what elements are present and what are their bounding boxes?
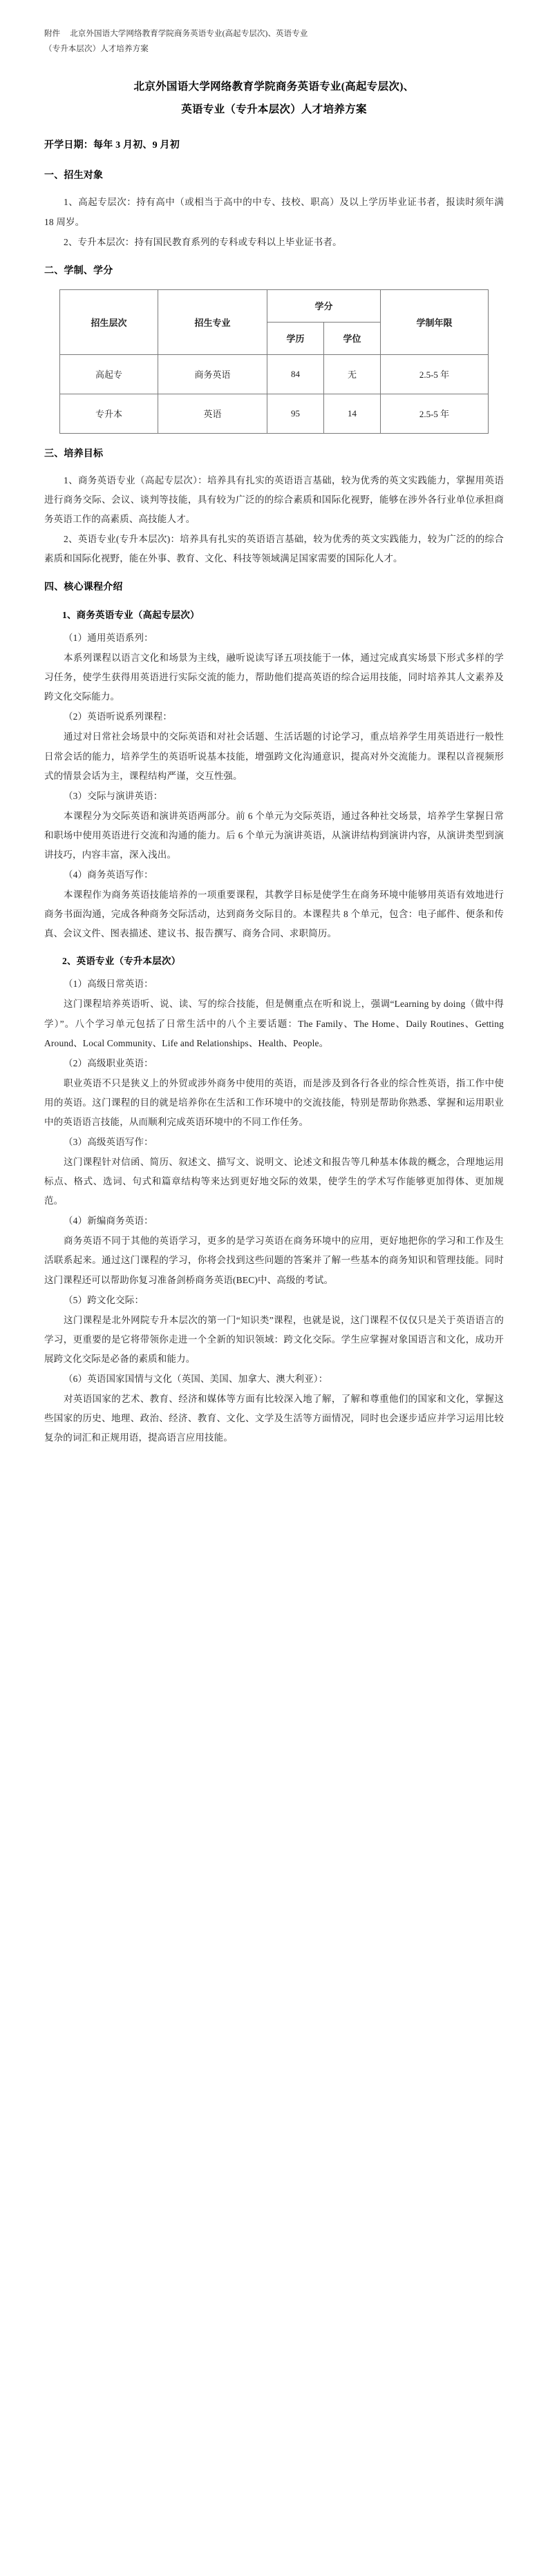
course-item-head: （5）跨文化交际： [64,1294,144,1305]
cell-level: 专升本 [59,394,158,433]
course-item-body: 对英语国家的艺术、教育、经济和媒体等方面有比较深入地了解，了解和尊重他们的国家和文化，掌握这些国家的历史、地理、政治、经济、教育、文化、文学及生活等方面情况，同时也会逐步适应并学习运用比较复杂的词汇和正规用语，提高语言应用技能。 [44,1393,504,1443]
course-item-head: （6）英语国家国情与文化（英国、美国、加拿大、澳大利亚）： [64,1373,328,1384]
attachment-title-line2: （专升本层次）人才培养方案 [44,45,149,54]
course-item-body: 通过对日常社会场景中的交际英语和对社会话题、生活话题的讨论学习，重点培养学生用英语进行一般性日常会话的能力，培养学生的英语听说基本技能，增强跨文化沟通意识，提高对外交流能力。课程以音视频形式的情景会话为主，课程结构严谨，交互性强。 [44,731,504,781]
start-date-line: 开学日期：每年 3 月初、9 月初 [44,140,180,151]
subsection-heading-business-english: 1、商务英语专业（高起专层次） [62,610,200,621]
page-title-line1: 北京外国语大学网络教育学院商务英语专业(高起专层次)、 [133,80,415,93]
course-item-head: （2）高级职业英语： [64,1057,153,1068]
course-item-head: （1）高级日常英语： [64,979,153,990]
table-row [59,354,488,394]
table-header-credits-education: 学历 [267,322,323,354]
credits-table [59,289,489,434]
section-heading-admission-targets: 一、招生对象 [44,171,104,182]
course-item-body: 职业英语不只是狭义上的外贸或涉外商务中使用的英语，而是涉及到各行各业的综合性英语，指工作中使用的英语。这门课程的目的就是培养你在生活和工作环境中的交流技能，特别是帮助你熟悉、掌握和运用职业中的英语语言技能，从而顺利完成英语环境中的不同工作任务。 [44,1077,504,1127]
subsection-heading-english-major: 2、英语专业（专升本层次） [62,956,181,967]
section-heading-system-credits: 二、学制、学分 [44,265,113,276]
cell-duration: 2.5-5 年 [381,394,489,433]
credits-table-wrapper [44,289,504,434]
table-header-credits-degree: 学位 [323,322,380,354]
course-item-head: （4）新编商务英语： [64,1215,153,1227]
course-item-body: 这门课程是北外网院专升本层次的第一门“知识类”课程，也就是说，这门课程不仅仅只是关于英语语言的学习，更重要的是它将带领你走进一个全新的知识领域：跨文化交际。学生应掌握对象国语言和文化，成功开展跨文化交际是必备的素质和能力。 [44,1314,504,1364]
admission-target-item-1: 1、高起专层次：持有高中（或相当于高中的中专、技校、职高）及以上学历毕业证书者，报读时须年满 18 周岁。 [44,197,504,227]
attachment-title-line1: 北京外国语大学网络教育学院商务英语专业(高起专层次)、英语专业 [70,30,308,38]
course-item-body: 这门课程培养英语听、说、读、写的综合技能，但是侧重点在听和说上，强调“Learning by doing（做中得学）”。八个学习单元包括了日常生活中的八个主要话题：The Family、The Home、Daily Routines、Getting Around、Local Community、Life and Relationships、Health、People。 [44,999,504,1048]
course-item-head: （1）通用英语系列： [64,633,153,644]
attachment-label: 附件 [44,30,61,38]
page-title [44,75,504,122]
cell-credits-degree: 无 [323,354,380,394]
table-header-level: 招生层次 [59,289,158,354]
page-title-line2: 英语专业（专升本层次）人才培养方案 [181,104,367,116]
course-item-head: （4）商务英语写作： [64,869,153,881]
section-heading-core-courses: 四、核心课程介绍 [44,582,123,593]
course-item-head: （3）高级英语写作： [64,1136,153,1147]
cell-credits-education: 84 [267,354,323,394]
training-objective-item-1: 1、商务英语专业（高起专层次）：培养具有扎实的英语语言基础，较为优秀的英文实践能力，掌握用英语进行商务交际、会议、谈判等技能，具有较为广泛的的综合素质和国际化视野，能够在涉外各行业单位承担商务英语工作的高素质、高技能人才。 [44,474,504,524]
course-item-body: 本课程作为商务英语技能培养的一项重要课程，其教学目标是使学生在商务环境中能够用英语有效地进行商务书面沟通，完成各种商务交际活动，达到商务交际目的。本课程共 8 个单元，包含：电子邮件、便条和传真、会议文件、图表描述、建议书、报告撰写、商务合同、求职简历。 [44,890,504,939]
cell-major: 商务英语 [158,354,267,394]
table-row [59,394,488,433]
course-item-head: （2）英语听说系列课程： [64,711,173,722]
table-header-duration: 学制年限 [381,289,489,354]
cell-credits-education: 95 [267,394,323,433]
course-item-body: 本课程分为交际英语和演讲英语两部分。前 6 个单元为交际英语，通过各种社交场景，培养学生掌握日常和职场中使用英语进行交流和沟通的能力。后 6 个单元为演讲英语，从演讲结构到演讲内容，从演讲类型到演讲技巧，内容丰富，深入浅出。 [44,810,504,860]
course-item-head: （3）交际与演讲英语： [64,790,163,801]
table-header-credits: 学分 [267,289,380,322]
cell-level: 高起专 [59,354,158,394]
cell-duration: 2.5-5 年 [381,354,489,394]
cell-credits-degree: 14 [323,394,380,433]
table-header-major: 招生专业 [158,289,267,354]
table-header-row-1 [59,289,488,322]
section-heading-training-objectives: 三、培养目标 [44,448,104,459]
admission-target-item-2: 2、专升本层次：持有国民教育系列的专科或专科以上毕业证书者。 [64,236,342,247]
training-objective-item-2: 2、英语专业(专升本层次)：培养具有扎实的英语语言基础，较为优秀的英文实践能力，较为广泛的的综合素质和国际化视野，能在外事、教育、文化、科技等领域满足国家需要的国际化人才。 [44,533,504,564]
course-item-body: 本系列课程以语言文化和场景为主线，融听说读写译五项技能于一体，通过完成真实场景下形式多样的学习任务，使学生获得用英语进行实际交流的能力，帮助他们提高英语的综合运用技能，同时培养其人文素养及跨文化交际能力。 [44,653,504,702]
course-item-body: 这门课程针对信函、简历、叙述文、描写文、说明文、论述文和报告等几种基本体裁的概念，合理地运用标点、格式、选词、句式和篇章结构等来达到更好地交际的效果，使学生的学术写作能够更加得体、更加规范。 [44,1157,504,1207]
course-item-body: 商务英语不同于其他的英语学习，更多的是学习英语在商务环境中的应用，更好地把你的学习和工作及生活联系起来。通过这门课程的学习，你将会找到这些问题的答案并了解一些基本的商务知识和管理技能。同时这门课程还可以帮助你复习准备剑桥商务英语(BEC)中、高级的考试。 [44,1236,504,1285]
cell-major: 英语 [158,394,267,433]
attachment-header [44,26,504,57]
